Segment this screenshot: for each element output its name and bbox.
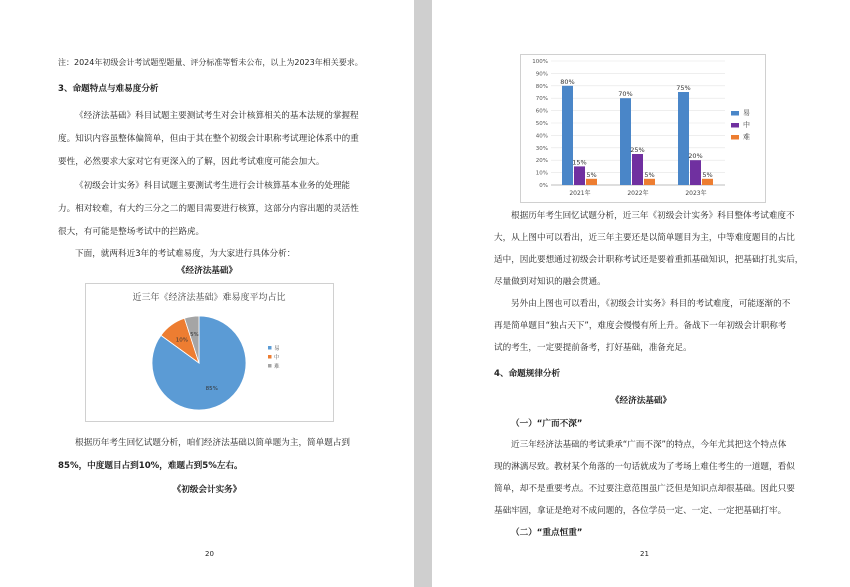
pie-legend-swatch [268,346,272,350]
bar-legend-label: 难 [743,133,750,141]
bar-legend-swatch [731,135,739,140]
pie-legend-label: 难 [274,364,280,370]
bar-data-label: 80% [560,77,575,86]
pie-data-label: 85% [205,386,218,393]
section-3-title: 3、命题特点与难易度分析 [58,84,159,94]
paragraph-line: 度。知识内容虽整体偏简单，但由于其在整个初级会计职称考试理论体系中的重 [58,134,359,144]
subtitle-jjf: 《经济法基础》 [610,396,672,406]
pie-data-label: 5% [190,332,199,339]
bar-data-label: 25% [630,146,645,154]
subtitle-cjkj: 《初级会计实务》 [172,485,242,495]
bar-chart-svg [521,55,765,202]
bar-data-label: 15% [572,158,587,167]
bar-2-0 [586,179,597,185]
paragraph-line: 大，从上图中可以看出，近三年主要还是以简单题目为主，中等难度题目的占比 [494,233,795,243]
bar-1-2 [690,160,701,185]
bar-y-tick: 20% [535,158,548,165]
bar-legend-swatch [731,111,739,116]
bar-y-tick: 30% [535,145,548,152]
paragraph-line: 根据历年考生回忆试题分析，近三年《初级会计实务》科目整体考试难度不 [511,211,795,221]
bar-y-tick: 80% [535,83,548,90]
paragraph-line: 基础牢固，拿证是绝对不成问题的，各位学员一定、一定、一定把基础打牢。 [494,506,787,516]
paragraph-line: 另外由上图也可以看出，《初级会计实务》科目的考试难度，可能逐渐的不 [511,299,791,309]
pie-chart-svg [86,284,333,421]
paragraph-line: 很大，有可能是整场考试中的拦路虎。 [58,227,205,237]
paragraph-line: 下面，就两科近3年的考试难易度，为大家进行具体分析： [75,249,296,259]
note-text: 注：2024年初级会计考试题型题量、评分标准等暂未公布，以上为2023年相关要求。 [58,58,363,67]
pie-title: 近三年《经济法基础》难易度平均占比 [132,293,286,303]
bar-data-label: 5% [644,170,655,179]
bar-y-tick: 40% [535,133,548,140]
section-4-title: 4、命题规律分析 [494,369,561,379]
pie-legend-swatch [268,364,272,368]
bar-category-label: 2023年 [685,190,707,197]
page-gap [414,0,432,587]
paragraph-line: 《经济法基础》科目试题主要测试考生对会计核算相关的基本法规的掌握程 [75,111,359,121]
pie-legend-swatch [268,355,272,359]
paragraph-line: 试的考生，一定要提前备考，打好基础，准备充足。 [494,343,692,353]
paragraph-line: 现的淋漓尽致。教材某个角落的一句话就成为了考场上难住考生的一道题，看似 [494,462,795,472]
paragraph-line: 适中，因此要想通过初级会计职称考试还是要着重抓基础知识，把基础打扎实后， [494,255,804,265]
bar-2-2 [702,179,713,185]
bar-legend-label: 中 [743,121,750,129]
bar-1-0 [574,166,585,185]
heading-2: （二）“重点恒重” [511,528,583,538]
bar-1-1 [632,154,643,185]
paragraph-line: 尽量做到对知识的融会贯通。 [494,277,606,287]
bar-0-0 [562,86,573,185]
bar-data-label: 5% [586,170,597,179]
bar-y-tick: 90% [535,71,548,78]
paragraph-line: 根据历年考生回忆试题分析，咱们经济法基础以简单题为主，简单题占到 [75,438,351,448]
bar-2-1 [644,179,655,185]
bar-chart [520,54,766,203]
pie-data-label: 10% [175,337,188,344]
bar-category-label: 2021年 [569,190,591,197]
pie-legend-label: 易 [274,346,280,352]
paragraph-line: 85%，中度题目占到10%，难题占到5%左右。 [58,461,243,471]
bar-y-tick: 0% [539,183,548,189]
paragraph-line: 再是简单题目“独占天下”，难度会慢慢有所上升。备战下一年初级会计职称考 [494,321,787,331]
pie-chart [85,283,334,422]
bar-y-tick: 50% [535,121,548,127]
page-right [432,0,850,587]
paragraph-line: 《初级会计实务》科目试题主要测试考生进行会计核算基本业务的处理能 [75,181,351,191]
paragraph-line: 要性，必然要求大家对它有更深入的了解，因此考试难度可能会加大。 [58,157,325,167]
bar-data-label: 70% [618,90,633,99]
paragraph-line: 力。相对较难，有大约三分之二的题目需要进行核算，这部分内容出题的灵活性 [58,204,359,214]
bar-data-label: 20% [688,152,703,161]
bar-legend-swatch [731,123,739,128]
bar-y-tick: 60% [535,108,548,115]
bar-y-tick: 70% [535,96,548,103]
bar-category-label: 2022年 [627,190,649,197]
subtitle-jjf: 《经济法基础》 [176,266,238,276]
bar-0-1 [620,98,631,185]
paragraph-line: 近三年经济法基础的考试秉承“广而不深”的特点，今年尤其把这个特点体 [511,440,787,450]
bar-legend-label: 易 [743,109,750,117]
page-left [0,0,414,587]
paragraph-line: 简单，却不是重要考点。不过要注意范围虽广泛但是知识点却很基础。因此只要 [494,484,795,494]
pie-legend-label: 中 [274,355,280,361]
page-number: 21 [640,550,649,558]
bar-y-tick: 100% [532,59,548,65]
bar-data-label: 75% [676,84,691,92]
bar-data-label: 5% [702,170,713,179]
page-number: 20 [205,550,214,558]
heading-1: （一）“广而不深” [511,419,583,429]
bar-0-2 [678,92,689,185]
bar-y-tick: 10% [535,170,548,177]
